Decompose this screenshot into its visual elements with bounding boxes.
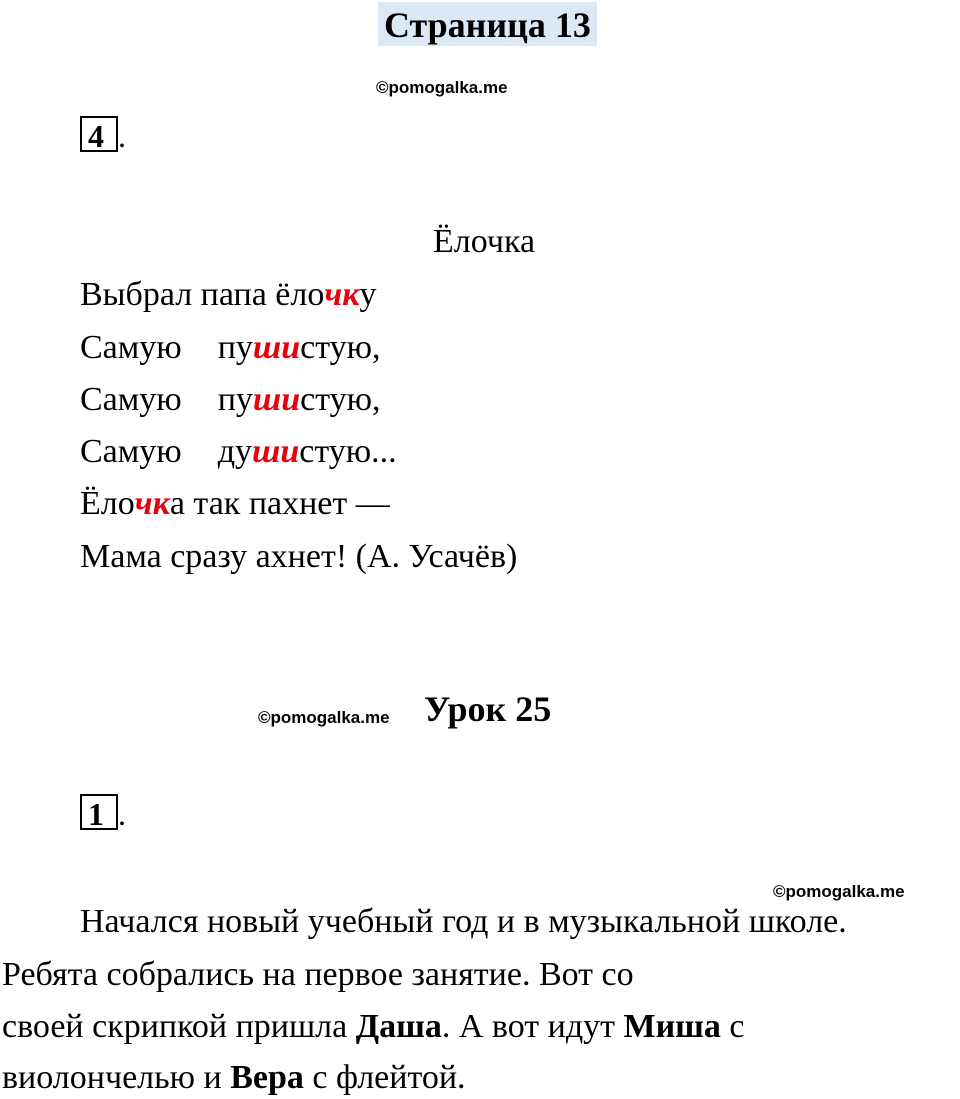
name-misha: Миша [623, 1008, 721, 1045]
text: с [720, 1008, 745, 1045]
text: стую... [299, 433, 397, 470]
story-line-2: Ребята собрались на первое занятие. Вот со [2, 956, 634, 993]
watermark: ©pomogalka.me [376, 78, 508, 97]
text: ду [217, 433, 252, 470]
poem-line-3 [80, 380, 381, 420]
name-dasha: Даша [355, 1008, 442, 1045]
watermark: ©pomogalka.me [258, 708, 390, 727]
text: своей скрипкой пришла [2, 1008, 356, 1045]
task-number-suffix: . [118, 118, 126, 154]
task-4-number [80, 116, 126, 154]
text: стую, [300, 329, 381, 366]
task-number-box: 1 [80, 794, 118, 830]
poem-line-1 [80, 275, 376, 315]
poem-line-6: Мама сразу ахнет! (А. Усачёв) [80, 538, 518, 575]
text: Самую [80, 433, 182, 470]
text: у [359, 276, 377, 313]
text: Самую [80, 381, 182, 418]
text: а так пахнет — [169, 485, 390, 522]
text: с флейтой. [303, 1059, 466, 1096]
page-title: Страница 13 [378, 2, 597, 46]
text: пу [217, 381, 253, 418]
task-number-suffix: . [118, 796, 126, 832]
highlighted-letters: чк [324, 276, 360, 313]
poem-title: Ёлочка [433, 223, 536, 260]
poem-line-2 [80, 328, 381, 368]
text: Самую [80, 329, 182, 366]
text: виолончелью и [2, 1059, 231, 1096]
task-number-box: 4 [80, 116, 118, 152]
poem-line-4 [80, 432, 397, 472]
task-1-number [80, 794, 126, 832]
text: . А вот идут [441, 1008, 624, 1045]
text: пу [217, 329, 253, 366]
watermark: ©pomogalka.me [773, 882, 905, 901]
text: стую, [300, 381, 381, 418]
highlighted-letters: чк [134, 485, 170, 522]
text: Ёло [80, 485, 135, 522]
story-line-3 [2, 1007, 744, 1047]
text: Выбрал папа ёло [80, 276, 325, 313]
story-line-4 [2, 1058, 466, 1098]
highlighted-letters: ши [252, 433, 300, 470]
highlighted-letters: ши [252, 329, 301, 366]
name-vera: Вера [230, 1059, 304, 1096]
lesson-heading: Урок 25 [424, 689, 552, 729]
poem-line-5 [80, 484, 390, 524]
highlighted-letters: ши [252, 381, 301, 418]
story-line-1: Начался новый учебный год и в музыкальной школе. [80, 903, 847, 940]
